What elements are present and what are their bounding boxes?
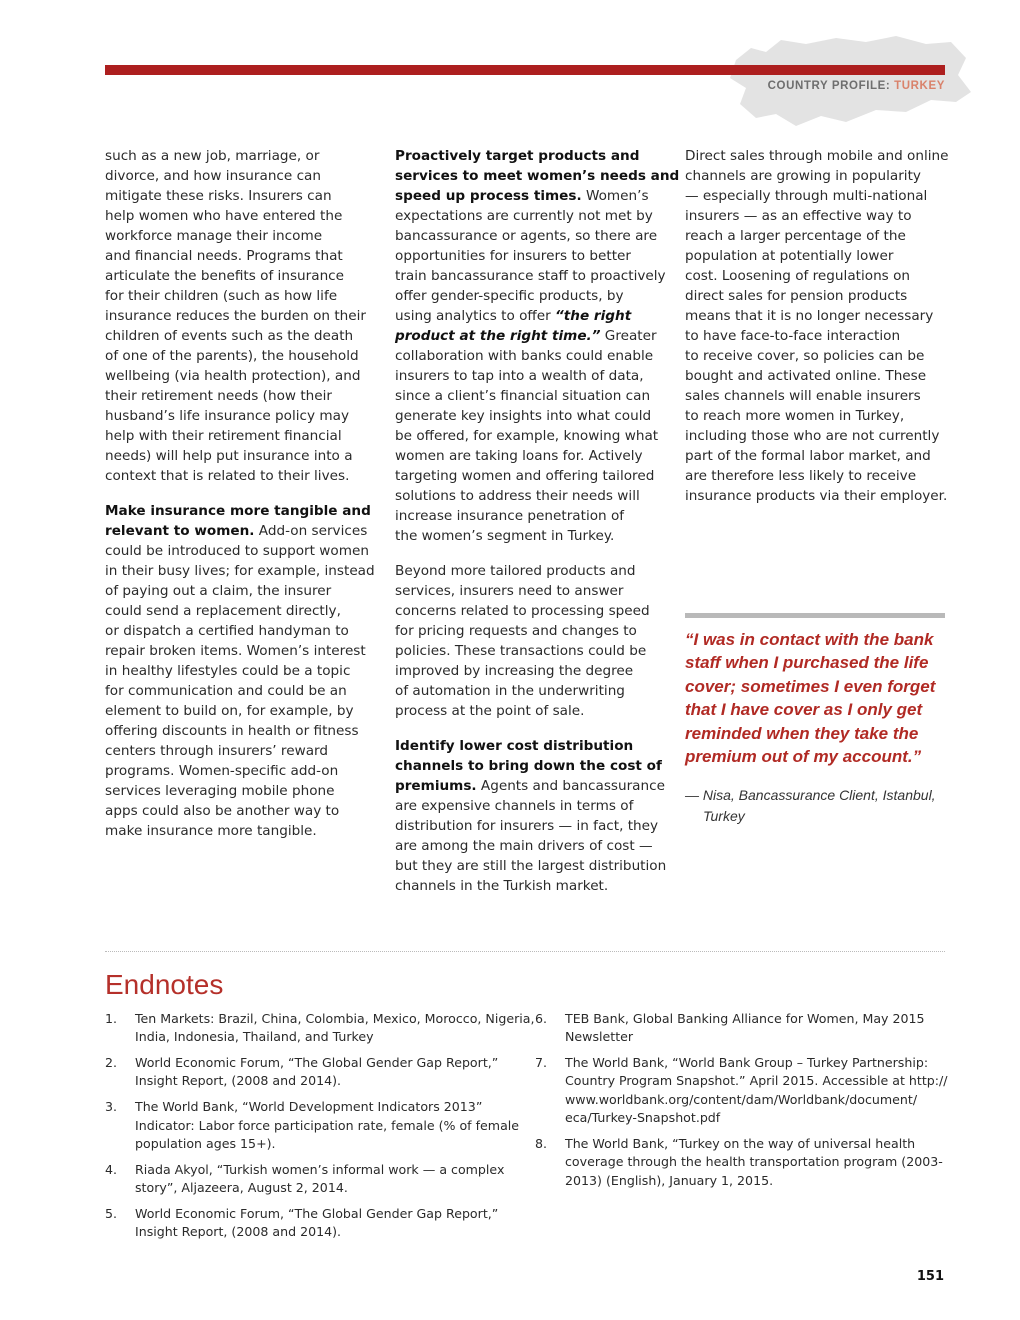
endnote-item [105,1010,535,1047]
body-text: centers through insurers’ reward [105,743,329,759]
body-text: such as a new job, marriage, or [105,148,320,164]
text-line [395,166,680,186]
text-line [685,246,960,266]
text-column-1 [105,146,380,856]
endnote-item [535,1010,955,1047]
text-line [395,836,670,856]
body-text: articulate the benefits of insurance [105,268,345,284]
text-line [105,561,380,581]
page-number: 151 [916,1269,944,1284]
text-line [105,661,380,681]
endnote-item [535,1054,955,1127]
body-text: including those who are not currently [685,428,940,444]
text-line [105,346,380,366]
body-text: insurance products via their employer. [685,488,948,504]
text-line [395,186,670,206]
text-line [395,486,670,506]
body-text: insurers to tap into a wealth of data, [395,368,644,384]
emphasis-text: services to meet women’s needs and [395,168,680,184]
text-line [685,426,960,446]
body-text: direct sales for pension products [685,288,908,304]
body-text: since a client’s financial situation can [395,388,651,404]
body-text: apps could also be another way to [105,803,340,819]
header-rule [105,65,945,75]
emphasis-text: premiums. [395,778,477,794]
text-line [685,206,960,226]
endnotes-heading: Endnotes [105,969,224,1000]
body-text: mitigate these risks. Insurers can [105,188,332,204]
text-line [395,286,670,306]
text-line [105,226,380,246]
body-text: distribution for insurers — in fact, they [395,818,659,834]
body-text: Add-on services [254,523,368,539]
profile-label: COUNTRY PROFILE: [767,80,891,92]
body-text: programs. Women-specific add-on [105,763,339,779]
text-column-2 [395,146,680,911]
endnote-line: Insight Report, (2008 and 2014). [135,1073,342,1089]
endnote-number: 4. [105,1161,118,1177]
emphasis-text: Identify lower cost distribution [395,738,634,754]
text-line [105,801,380,821]
body-text: services leveraging mobile phone [105,783,335,799]
quote-line: “I was in contact with the bank [685,630,934,649]
endnotes-right [535,1010,955,1197]
body-text: could send a replacement directly, [105,603,341,619]
text-line [395,446,670,466]
text-line [105,406,380,426]
body-text: to have face-to-face interaction [685,328,901,344]
body-text: are therefore less likely to receive [685,468,917,484]
endnote-text [565,1054,955,1127]
text-line [105,386,380,406]
text-line [105,266,380,286]
body-text: process at the point of sale. [395,703,585,719]
text-line [685,446,960,466]
endnote-line: World Economic Forum, “The Global Gender Gap Report,” [135,1055,499,1071]
body-text: bancassurance or agents, so there are [395,228,658,244]
text-line [105,601,380,621]
text-line [685,286,960,306]
text-line [395,146,670,166]
endnote-line: Ten Markets: Brazil, China, Colombia, Mexico, Morocco, Nigeria, [135,1011,535,1026]
text-line [395,306,670,326]
text-line [105,186,380,206]
emphasis-text: Proactively target products and [395,148,640,164]
text-line [395,601,670,621]
endnote-line: India, Indonesia, Thailand, and Turkey [135,1029,374,1045]
body-text: to receive cover, so policies can be [685,348,925,364]
body-text: offering discounts in health or fitness [105,723,359,739]
text-line [105,326,380,346]
endnote-line: Riada Akyol, “Turkish women’s informal work — a complex [135,1161,505,1177]
endnote-line: www.worldbank.org/content/dam/Worldbank/document/ [565,1091,918,1107]
body-text: train bancassurance staff to proactively [395,268,666,284]
body-text: make insurance more tangible. [105,823,317,839]
endnote-number: 7. [535,1055,548,1071]
body-text: channels in the Turkish market. [395,878,609,894]
text-line [105,426,380,446]
endnote-line: The World Bank, “World Bank Group – Turkey Partnership: [565,1055,929,1071]
endnote-line: The World Bank, “Turkey on the way of universal health [565,1135,916,1151]
text-line [685,266,960,286]
text-line [395,581,670,601]
endnotes-left [105,1010,535,1249]
body-text: husband’s life insurance policy may [105,408,350,424]
body-text: could be introduced to support women [105,543,369,559]
endnote-line: story”, Aljazeera, August 2, 2014. [135,1180,348,1196]
body-text: population at potentially lower [685,248,894,264]
body-text: children of events such as the death [105,328,354,344]
text-line [685,486,960,506]
text-line [685,466,960,486]
body-text: or dispatch a certified handyman to [105,623,349,639]
body-text: concerns related to processing speed [395,603,650,619]
endnote-text [565,1135,955,1190]
text-line [105,286,380,306]
body-text: be offered, for example, knowing what [395,428,659,444]
text-line [105,761,380,781]
text-line [105,581,380,601]
text-line [395,366,670,386]
body-text: channels are growing in popularity [685,168,921,184]
text-line [395,876,670,896]
text-line [395,526,670,546]
emphasis-text: Make insurance more tangible and [105,503,371,519]
body-text: cost. Loosening of regulations on [685,268,911,284]
body-text: in healthy lifestyles could be a topic [105,663,351,679]
paragraph [395,561,670,721]
body-text: of one of the parents), the household [105,348,359,364]
text-line [105,146,380,166]
body-text: means that it is no longer necessary [685,308,934,324]
endnote-item [105,1161,525,1198]
body-text: help women who have entered the [105,208,343,224]
quote-line: reminded when they take the [685,723,919,743]
text-line [105,246,380,266]
body-text: improved by increasing the degree [395,663,634,679]
body-text: collaboration with banks could enable [395,348,654,364]
body-text: repair broken items. Women’s interest [105,643,366,659]
body-text: needs) will help put insurance into a [105,448,353,464]
text-line [685,186,960,206]
body-text: Greater [600,328,657,344]
text-line [105,501,380,521]
text-line [105,366,380,386]
body-text: element to build on, for example, by [105,703,354,719]
text-line [105,781,380,801]
paragraph [395,146,680,546]
quote-line: staff when I purchased the life [685,653,929,673]
endnote-number: 1. [105,1011,118,1026]
paragraph [395,736,670,896]
body-text: help with their retirement financial [105,428,342,444]
text-line [105,166,380,186]
body-text: in their busy lives; for example, instead [105,563,375,579]
body-text: their retirement needs (how their [105,388,333,404]
text-line [395,466,670,486]
body-text: offer gender-specific products, by [395,288,624,304]
endnote-number: 2. [105,1055,118,1071]
body-text: are among the main drivers of cost — [395,838,653,854]
text-line [395,796,670,816]
endnote-text [565,1010,955,1047]
attribution-line: — Nisa, Bancassurance Client, Istanbul, [685,787,936,803]
body-text: for communication and could be an [105,683,347,699]
text-line [395,681,670,701]
emphasis-text: speed up process times. [395,188,582,204]
text-line [105,641,380,661]
body-text: targeting women and offering tailored [395,468,655,484]
body-text: for their children (such as how life [105,288,338,304]
text-line [395,856,670,876]
endnote-item [105,1054,525,1091]
endnote-line: population ages 15+). [135,1135,276,1151]
endnote-item [105,1205,525,1242]
text-line [105,521,380,541]
quote-attribution [685,785,936,827]
text-line [105,681,380,701]
body-text: reach a larger percentage of the [685,228,906,244]
body-text: wellbeing (via health protection), and [105,368,361,384]
body-text: using analytics to offer [395,308,556,324]
text-line [105,541,380,561]
text-line [395,776,670,796]
text-line [395,506,670,526]
text-line [685,406,960,426]
endnote-line: 2013) (English), January 1, 2015. [565,1172,774,1188]
body-text: but they are still the largest distribution [395,858,667,874]
text-line [685,366,960,386]
endnote-item [105,1098,525,1153]
body-text: workforce manage their income [105,228,323,244]
body-text: generate key insights into what could [395,408,652,424]
body-text: sales channels will enable insurers [685,388,921,404]
endnote-text [135,1098,525,1153]
emphasis-text: relevant to women. [105,523,255,539]
paragraph [685,146,960,506]
text-line [395,621,670,641]
emphasis-text: product at the right time.” [395,328,601,344]
text-line [105,466,380,486]
text-line [395,736,670,756]
body-text: expectations are currently not met by [395,208,653,224]
body-text: solutions to address their needs will [395,488,640,504]
endnote-number: 5. [105,1206,118,1222]
text-line [395,226,670,246]
text-line [395,661,670,681]
endnote-text [135,1010,535,1047]
text-line [105,821,380,841]
text-line [395,266,670,286]
endnote-line: World Economic Forum, “The Global Gender Gap Report,” [135,1206,499,1222]
endnote-line: The World Bank, “World Development Indicators 2013” [135,1099,483,1115]
attribution-line: Turkey [703,808,745,824]
text-column-3 [685,146,960,521]
body-text: Agents and bancassurance [476,778,665,794]
quote-line: cover; sometimes I even forget [685,676,936,696]
body-text: Women’s [581,188,649,204]
text-line [685,166,960,186]
endnote-text [135,1161,525,1198]
body-text: part of the formal labor market, and [685,448,931,464]
text-line [395,756,670,776]
endnote-text [135,1054,525,1091]
text-line [105,721,380,741]
text-line [685,306,960,326]
body-text: divorce, and how insurance can [105,168,322,184]
text-line [685,146,960,166]
text-line [105,701,380,721]
text-line [395,701,670,721]
endnote-number: 8. [535,1135,548,1151]
text-line [105,206,380,226]
text-line [395,426,670,446]
paragraph [105,146,380,486]
body-text: services, insurers need to answer [395,583,624,599]
body-text: for pricing requests and changes to [395,623,637,639]
endnote-line: eca/Turkey-Snapshot.pdf [565,1110,721,1126]
section-divider [105,951,945,952]
body-text: insurers — as an effective way to [685,208,912,224]
body-text: opportunities for insurers to better [395,248,632,264]
profile-country: TURKEY [894,80,945,92]
emphasis-text: channels to bring down the cost of [395,758,662,774]
pull-quote [685,628,955,768]
endnote-item [535,1135,955,1190]
body-text: are expensive channels in terms of [395,798,634,814]
emphasis-text: “the right [555,308,632,324]
text-line [395,816,670,836]
text-line [105,306,380,326]
text-line [395,206,670,226]
text-line [395,641,670,661]
endnote-number: 3. [105,1099,118,1115]
body-text: context that is related to their lives. [105,468,350,484]
quote-line: that I have cover as I only get [685,700,923,720]
body-text: women are taking loans for. Actively [395,448,643,464]
body-text: the women’s segment in Turkey. [395,528,615,544]
text-line [395,326,670,346]
endnote-text [135,1205,525,1242]
pull-quote-rule [685,613,945,618]
text-line [395,386,670,406]
body-text: policies. These transactions could be [395,643,647,659]
text-line [685,386,960,406]
quote-line: premium out of my account.” [685,747,922,767]
body-text: insurance reduces the burden on their [105,308,367,324]
country-profile-label [768,80,945,92]
body-text: Direct sales through mobile and online [685,148,949,164]
body-text: — especially through multi-national [685,188,928,204]
text-line [685,346,960,366]
endnote-line: Indicator: Labor force participation rate, female (% of female [135,1117,520,1133]
body-text: of automation in the underwriting [395,683,625,699]
body-text: of paying out a claim, the insurer [105,583,332,599]
text-line [395,561,670,581]
text-line [395,406,670,426]
endnote-line: coverage through the health transportation program (2003- [565,1154,943,1170]
paragraph [105,501,380,841]
text-line [105,446,380,466]
body-text: to reach more women in Turkey, [685,408,905,424]
endnote-line: TEB Bank, Global Banking Alliance for Women, May 2015 [565,1011,925,1026]
text-line [395,346,670,366]
text-line [685,226,960,246]
endnote-line: Insight Report, (2008 and 2014). [135,1224,342,1240]
endnote-line: Newsletter [565,1029,634,1045]
body-text: and financial needs. Programs that [105,248,343,264]
endnote-line: Country Program Snapshot.” April 2015. Accessible at http:// [565,1073,948,1089]
text-line [685,326,960,346]
body-text: increase insurance penetration of [395,508,625,524]
body-text: Beyond more tailored products and [395,563,636,579]
endnote-number: 6. [535,1011,548,1026]
text-line [395,246,670,266]
text-line [105,741,380,761]
body-text: bought and activated online. These [685,368,927,384]
text-line [105,621,380,641]
